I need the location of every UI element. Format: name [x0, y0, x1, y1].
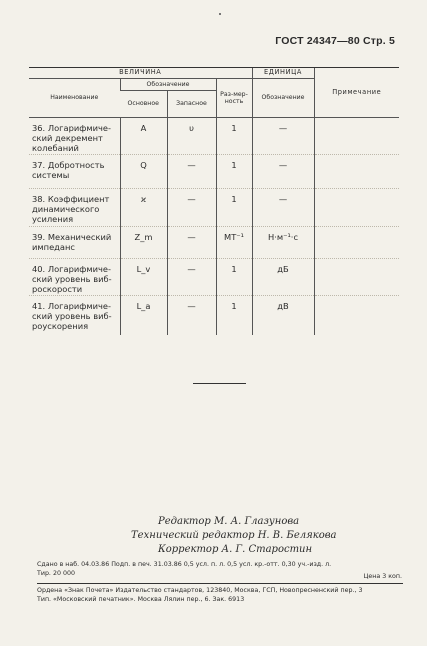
reserve-designation-cell: — [167, 226, 216, 258]
main-designation-cell: L_v [120, 258, 167, 295]
group-unit-header: ЕДИНИЦА [252, 68, 314, 79]
reserve-designation-cell: — [167, 154, 216, 188]
note-cell [314, 295, 399, 335]
main-designation-cell: Q [120, 154, 167, 188]
dimension-cell: 1 [216, 118, 252, 155]
note-header: Примечание [314, 68, 399, 118]
table-row [29, 118, 399, 155]
name-cell: 40. Логарифмиче-ский уровень виб-роскорости [29, 258, 120, 295]
note-cell [314, 258, 399, 295]
unit-designation-cell: — [252, 188, 314, 226]
name-cell: 39. Механический импеданс [29, 226, 120, 258]
reserve-designation-cell: — [167, 295, 216, 335]
dimension-cell: 1 [216, 258, 252, 295]
publication-line-2: Тир. 20 000 [37, 570, 75, 577]
page-header: ГОСТ 24347—80 Стр. 5 [275, 35, 395, 47]
end-rule [193, 383, 246, 384]
name-header: Наименование [29, 79, 120, 118]
group-quantity-header: ВЕЛИЧИНА [29, 68, 252, 79]
print-speck [219, 13, 221, 15]
table-row [29, 188, 399, 226]
reserve-designation-cell: — [167, 258, 216, 295]
name-cell: 36. Логарифмиче-ский декремент колебаний [29, 118, 120, 155]
note-cell [314, 226, 399, 258]
dimension-cell: 1 [216, 154, 252, 188]
dimension-cell: MT⁻¹ [216, 226, 252, 258]
note-cell [314, 188, 399, 226]
unit-designation-cell: — [252, 118, 314, 155]
proofreader-line: Корректор А. Г. Старостин [158, 544, 313, 555]
table-row [29, 295, 399, 335]
price: Цена 3 коп. [363, 573, 402, 580]
publication-divider [37, 583, 403, 584]
table-row [29, 258, 399, 295]
main-designation-cell: L_a [120, 295, 167, 335]
table-row [29, 154, 399, 188]
main-designation-header: Основное [120, 91, 167, 118]
unit-designation-cell: Н·м⁻¹·с [252, 226, 314, 258]
unit-designation-header: Обозначение [252, 79, 314, 118]
unit-designation-cell: — [252, 154, 314, 188]
table-row [29, 226, 399, 258]
name-cell: 41. Логарифмиче-ский уровень виб-роускорения [32, 300, 112, 331]
main-designation-cell: ϰ [120, 188, 167, 226]
reserve-designation-header: Запасное [167, 91, 216, 118]
publication-line-1: Сдано в наб. 04.03.86 Подп. в печ. 31.03.86 0,5 усл. п. л. 0,5 усл. кр.-отт. 0,30 уч.-изд. л. [37, 561, 332, 568]
dimension-cell: 1 [216, 295, 252, 335]
credits-block [131, 515, 337, 557]
reserve-designation-cell: — [167, 188, 216, 226]
unit-designation-cell: дБ [252, 258, 314, 295]
name-cell: 37. Добротность системы [29, 154, 120, 188]
note-cell [314, 154, 399, 188]
main-designation-cell: Z_m [120, 226, 167, 258]
publication-line-4: Тип. «Московский печатник». Москва Лялин пер., 6. Зак. 6913 [37, 596, 245, 603]
unit-designation-cell: дВ [252, 295, 314, 335]
tech-editor-line: Технический редактор Н. В. Белякова [131, 530, 337, 541]
reserve-designation-cell: υ [167, 118, 216, 155]
dimension-cell: 1 [216, 188, 252, 226]
designation-header: Обозначение [120, 79, 216, 91]
name-cell: 38. Коэффициент динамического усиления [29, 188, 120, 226]
main-designation-cell: A [120, 118, 167, 155]
editor-line: Редактор М. А. Глазунова [158, 516, 300, 527]
dimension-header: Раз-мер-ность [216, 79, 252, 118]
quantities-table [29, 67, 399, 335]
publication-line-3: Ордена «Знак Почета» Издательство стандартов, 123840, Москва, ГСП, Новопресненский пер., 3 [37, 587, 363, 594]
note-cell [314, 118, 399, 155]
